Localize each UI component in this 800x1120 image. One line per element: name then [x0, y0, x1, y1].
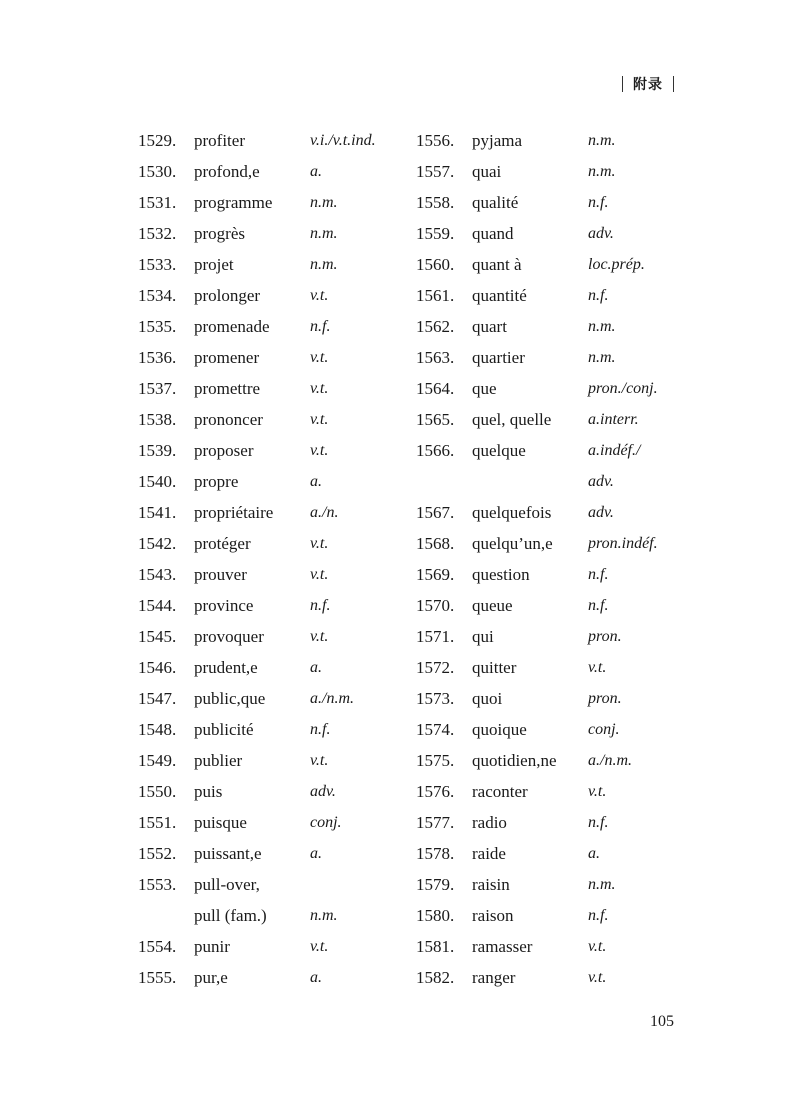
- entry-number: 1567.: [416, 502, 455, 522]
- entry-number: 1545.: [138, 626, 177, 646]
- vocab-entry: [416, 528, 658, 559]
- entry-part-of-speech: n.m.: [310, 193, 338, 211]
- entry-word: quai: [472, 161, 502, 181]
- vocab-entry: [416, 652, 658, 683]
- entry-word: proposer: [194, 440, 254, 460]
- entry-word: quand: [472, 223, 514, 243]
- entry-number: 1534.: [138, 285, 177, 305]
- entry-number: 1559.: [416, 223, 455, 243]
- entry-word: profond,e: [194, 161, 260, 181]
- entry-part-of-speech: n.f.: [310, 317, 331, 335]
- entry-part-of-speech: n.m.: [310, 224, 338, 242]
- vocab-entry: [138, 373, 376, 404]
- vocab-entry: [416, 869, 658, 900]
- entry-word: puis: [194, 781, 223, 801]
- entry-number: 1556.: [416, 130, 455, 150]
- entry-word: promener: [194, 347, 260, 367]
- entry-number: 1582.: [416, 967, 455, 987]
- entry-number: 1540.: [138, 471, 177, 491]
- entry-word: que: [472, 378, 497, 398]
- vocabulary-column-left: [138, 125, 376, 993]
- entry-part-of-speech: v.t.: [310, 379, 329, 397]
- entry-word: qualité: [472, 192, 519, 212]
- entry-part-of-speech: a.indéf./: [588, 441, 641, 459]
- entry-word: pyjama: [472, 130, 523, 150]
- entry-number: 1564.: [416, 378, 455, 398]
- header-right-rule: [673, 76, 674, 92]
- entry-part-of-speech: a.: [310, 844, 322, 862]
- entry-part-of-speech: n.m.: [588, 162, 616, 180]
- vocab-entry: [138, 218, 376, 249]
- entry-word: quant à: [472, 254, 522, 274]
- vocab-entry: [138, 807, 376, 838]
- vocab-entry: [138, 745, 376, 776]
- entry-part-of-speech: pron.: [588, 627, 622, 645]
- vocab-entry: [138, 869, 376, 900]
- entry-word: quotidien,ne: [472, 750, 557, 770]
- vocab-entry: [138, 776, 376, 807]
- entry-number: 1566.: [416, 440, 455, 460]
- entry-part-of-speech: v.t.: [310, 565, 329, 583]
- entry-number: 1546.: [138, 657, 177, 677]
- entry-number: 1536.: [138, 347, 177, 367]
- entry-part-of-speech: a.: [310, 658, 322, 676]
- entry-number: 1549.: [138, 750, 177, 770]
- vocab-entry: [416, 900, 658, 931]
- entry-word: quantité: [472, 285, 527, 305]
- vocab-entry: [416, 714, 658, 745]
- entry-word: propre: [194, 471, 239, 491]
- entry-number: 1532.: [138, 223, 177, 243]
- entry-part-of-speech: n.m.: [588, 317, 616, 335]
- vocab-entry: [138, 187, 376, 218]
- entry-word: quelquefois: [472, 502, 552, 522]
- vocab-entry: [138, 900, 376, 931]
- entry-number: 1538.: [138, 409, 177, 429]
- entry-word: pur,e: [194, 967, 228, 987]
- entry-number: 1542.: [138, 533, 177, 553]
- entry-number: 1529.: [138, 130, 177, 150]
- entry-number: 1553.: [138, 874, 177, 894]
- entry-part-of-speech: n.m.: [310, 906, 338, 924]
- entry-word: ranger: [472, 967, 516, 987]
- entry-part-of-speech: pron.: [588, 689, 622, 707]
- entry-number: 1572.: [416, 657, 455, 677]
- entry-part-of-speech: n.f.: [588, 193, 609, 211]
- entry-word: raison: [472, 905, 514, 925]
- entry-part-of-speech: n.f.: [588, 596, 609, 614]
- entry-word: province: [194, 595, 254, 615]
- entry-part-of-speech: pron./conj.: [588, 379, 658, 397]
- entry-part-of-speech: v.t.: [588, 782, 607, 800]
- entry-number: 1552.: [138, 843, 177, 863]
- entry-number: 1561.: [416, 285, 455, 305]
- entry-word: publier: [194, 750, 243, 770]
- vocab-entry: [416, 807, 658, 838]
- entry-number: 1562.: [416, 316, 455, 336]
- vocab-entry: [138, 652, 376, 683]
- entry-part-of-speech: n.m.: [588, 348, 616, 366]
- entry-part-of-speech: n.m.: [588, 131, 616, 149]
- entry-number: 1560.: [416, 254, 455, 274]
- entry-word: projet: [194, 254, 234, 274]
- vocab-entry: [416, 187, 658, 218]
- vocab-entry: [416, 838, 658, 869]
- vocab-entry: [416, 311, 658, 342]
- entry-word: quitter: [472, 657, 517, 677]
- entry-word: public,que: [194, 688, 266, 708]
- entry-number: 1550.: [138, 781, 177, 801]
- entry-word: protéger: [194, 533, 251, 553]
- entry-part-of-speech: n.f.: [588, 286, 609, 304]
- entry-number: 1554.: [138, 936, 177, 956]
- entry-part-of-speech: v.i./v.t.ind.: [310, 131, 376, 149]
- entry-word: quart: [472, 316, 507, 336]
- entry-number: 1565.: [416, 409, 455, 429]
- entry-word: profiter: [194, 130, 245, 150]
- entry-word: ramasser: [472, 936, 533, 956]
- vocab-entry: [138, 311, 376, 342]
- entry-number: 1580.: [416, 905, 455, 925]
- entry-number: 1541.: [138, 502, 177, 522]
- entry-part-of-speech: v.t.: [310, 937, 329, 955]
- entry-part-of-speech: conj.: [310, 813, 342, 831]
- entry-part-of-speech: v.t.: [310, 286, 329, 304]
- entry-number: 1576.: [416, 781, 455, 801]
- vocab-entry: [138, 838, 376, 869]
- vocab-entry: [138, 156, 376, 187]
- vocab-entry: [138, 621, 376, 652]
- entry-part-of-speech: pron.indéf.: [588, 534, 658, 552]
- entry-part-of-speech: n.f.: [588, 813, 609, 831]
- entry-word: provoquer: [194, 626, 264, 646]
- entry-word: queue: [472, 595, 513, 615]
- entry-part-of-speech: n.f.: [588, 565, 609, 583]
- entry-number: 1548.: [138, 719, 177, 739]
- entry-word: quel, quelle: [472, 409, 552, 429]
- vocab-entry: [138, 559, 376, 590]
- vocab-entry: [138, 931, 376, 962]
- entry-part-of-speech: v.t.: [310, 441, 329, 459]
- entry-number: 1537.: [138, 378, 177, 398]
- entry-part-of-speech: a.: [310, 162, 322, 180]
- entry-word: prolonger: [194, 285, 261, 305]
- entry-part-of-speech: v.t.: [310, 627, 329, 645]
- vocab-entry: [416, 466, 658, 497]
- vocab-entry: [138, 125, 376, 156]
- vocab-entry: [138, 497, 376, 528]
- vocab-entry: [138, 435, 376, 466]
- entry-part-of-speech: n.f.: [310, 596, 331, 614]
- entry-number: 1574.: [416, 719, 455, 739]
- entry-number: 1569.: [416, 564, 455, 584]
- entry-word: promenade: [194, 316, 270, 336]
- entry-number: 1557.: [416, 161, 455, 181]
- entry-word: quelqu’un,e: [472, 533, 553, 553]
- entry-word: propriétaire: [194, 502, 274, 522]
- vocab-entry: [138, 249, 376, 280]
- vocab-entry: [416, 745, 658, 776]
- vocab-entry: [138, 404, 376, 435]
- entry-word: radio: [472, 812, 507, 832]
- entry-word: qui: [472, 626, 494, 646]
- entry-part-of-speech: a.interr.: [588, 410, 639, 428]
- vocab-entry: [416, 373, 658, 404]
- vocab-entry: [416, 497, 658, 528]
- entry-number: 1577.: [416, 812, 455, 832]
- entry-part-of-speech: conj.: [588, 720, 620, 738]
- entry-word: raide: [472, 843, 506, 863]
- entry-number: 1575.: [416, 750, 455, 770]
- vocab-entry: [416, 776, 658, 807]
- entry-part-of-speech: n.f.: [588, 906, 609, 924]
- entry-word: prouver: [194, 564, 247, 584]
- entry-part-of-speech: a.: [588, 844, 600, 862]
- entry-part-of-speech: n.m.: [588, 875, 616, 893]
- entry-word: puisque: [194, 812, 247, 832]
- vocab-entry: [416, 404, 658, 435]
- entry-part-of-speech: v.t.: [588, 658, 607, 676]
- vocab-entry: [416, 435, 658, 466]
- entry-number: 1571.: [416, 626, 455, 646]
- entry-part-of-speech: loc.prép.: [588, 255, 645, 273]
- entry-number: 1555.: [138, 967, 177, 987]
- entry-number: 1543.: [138, 564, 177, 584]
- entry-part-of-speech: a./n.m.: [310, 689, 354, 707]
- entry-number: 1581.: [416, 936, 455, 956]
- entry-number: 1539.: [138, 440, 177, 460]
- entry-word: question: [472, 564, 530, 584]
- entry-number: 1573.: [416, 688, 455, 708]
- vocab-entry: [138, 466, 376, 497]
- entry-word: quoique: [472, 719, 527, 739]
- vocab-entry: [416, 156, 658, 187]
- header-left-rule: [622, 76, 623, 92]
- entry-word: raconter: [472, 781, 528, 801]
- entry-part-of-speech: a./n.m.: [588, 751, 632, 769]
- entry-word: promettre: [194, 378, 261, 398]
- entry-word: prononcer: [194, 409, 263, 429]
- entry-part-of-speech: v.t.: [310, 410, 329, 428]
- entry-number: 1533.: [138, 254, 177, 274]
- entry-number: 1570.: [416, 595, 455, 615]
- entry-part-of-speech: adv.: [588, 224, 614, 242]
- entry-number: 1579.: [416, 874, 455, 894]
- entry-number: 1568.: [416, 533, 455, 553]
- entry-word: prudent,e: [194, 657, 258, 677]
- vocab-entry: [416, 683, 658, 714]
- entry-part-of-speech: v.t.: [310, 751, 329, 769]
- vocab-entry: [416, 931, 658, 962]
- entry-number: 1531.: [138, 192, 177, 212]
- vocab-entry: [416, 218, 658, 249]
- vocab-entry: [416, 590, 658, 621]
- vocab-entry: [416, 342, 658, 373]
- entry-word: progrès: [194, 223, 245, 243]
- entry-number: 1530.: [138, 161, 177, 181]
- entry-number: 1547.: [138, 688, 177, 708]
- entry-part-of-speech: n.m.: [310, 255, 338, 273]
- entry-word: punir: [194, 936, 230, 956]
- entry-part-of-speech: v.t.: [310, 534, 329, 552]
- entry-part-of-speech: adv.: [588, 503, 614, 521]
- vocab-entry: [416, 125, 658, 156]
- entry-part-of-speech: v.t.: [588, 968, 607, 986]
- entry-part-of-speech: adv.: [310, 782, 336, 800]
- header-title: 附录: [633, 77, 663, 93]
- entry-number: 1535.: [138, 316, 177, 336]
- entry-part-of-speech: n.f.: [310, 720, 331, 738]
- entry-number: 1551.: [138, 812, 177, 832]
- entry-word: puissant,e: [194, 843, 262, 863]
- entry-word: programme: [194, 192, 273, 212]
- vocab-entry: [138, 280, 376, 311]
- vocab-entry: [416, 249, 658, 280]
- entry-number: 1544.: [138, 595, 177, 615]
- entry-part-of-speech: adv.: [588, 472, 614, 490]
- vocab-entry: [138, 714, 376, 745]
- vocab-entry: [138, 962, 376, 993]
- entry-number: 1563.: [416, 347, 455, 367]
- entry-number: 1578.: [416, 843, 455, 863]
- page-number: 105: [650, 1013, 674, 1030]
- vocab-entry: [416, 559, 658, 590]
- entry-word: pull (fam.): [194, 905, 267, 925]
- entry-word: quelque: [472, 440, 526, 460]
- entry-word: quoi: [472, 688, 503, 708]
- entry-part-of-speech: v.t.: [310, 348, 329, 366]
- vocab-entry: [138, 528, 376, 559]
- entry-word: quartier: [472, 347, 525, 367]
- entry-word: raisin: [472, 874, 510, 894]
- vocab-entry: [138, 342, 376, 373]
- entry-part-of-speech: v.t.: [588, 937, 607, 955]
- entry-part-of-speech: a./n.: [310, 503, 339, 521]
- vocab-entry: [416, 621, 658, 652]
- entry-word: publicité: [194, 719, 254, 739]
- entry-number: 1558.: [416, 192, 455, 212]
- running-header: [622, 74, 674, 94]
- vocab-entry: [416, 280, 658, 311]
- entry-part-of-speech: a.: [310, 968, 322, 986]
- entry-word: pull-over,: [194, 874, 260, 894]
- entry-part-of-speech: a.: [310, 472, 322, 490]
- vocab-entry: [138, 590, 376, 621]
- vocab-entry: [138, 683, 376, 714]
- vocab-entry: [416, 962, 658, 993]
- vocabulary-column-right: [416, 125, 658, 993]
